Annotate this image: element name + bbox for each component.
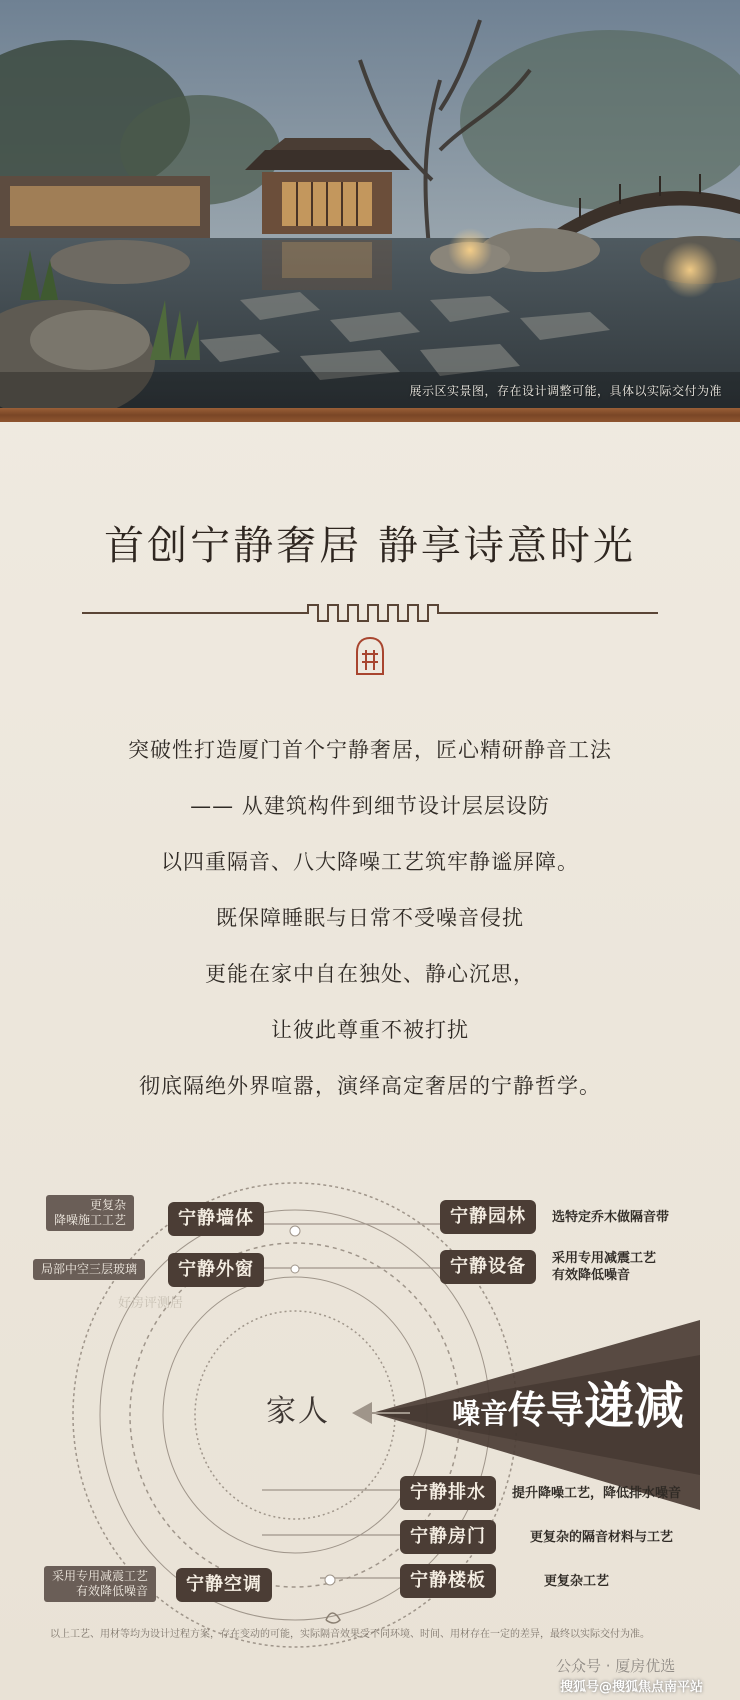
pill-ac: 宁静空调 xyxy=(176,1568,272,1602)
account-credit: 公众号 · 厦房优选 xyxy=(556,1657,676,1675)
wood-divider xyxy=(0,408,740,422)
center-label: 家人 xyxy=(266,1394,330,1429)
reduce-part-1: 噪音 xyxy=(452,1397,509,1430)
body-line-4: 既保障睡眠与日常不受噪音侵扰 xyxy=(216,906,524,930)
body-line-3: 以四重隔音、八大降噪工艺筑牢静谧屏障。 xyxy=(161,850,579,874)
desc-garden: 选特定乔木做隔音带 xyxy=(552,1210,670,1225)
noise-diagram xyxy=(0,1180,740,1700)
body-line-6: 让彼此尊重不被打扰 xyxy=(271,1018,469,1042)
reduce-part-2: 传导 xyxy=(508,1387,585,1432)
pill-wall: 宁静墙体 xyxy=(168,1202,264,1236)
pill-equipment: 宁静设备 xyxy=(440,1250,536,1284)
note-ac xyxy=(44,1566,156,1602)
hero-photo xyxy=(0,0,740,418)
pill-floor: 宁静楼板 xyxy=(400,1564,496,1598)
hero-caption: 展示区实景图，存在设计调整可能，具体以实际交付为准 xyxy=(409,384,722,398)
desc-door: 更复杂的隔音材料与工艺 xyxy=(530,1530,674,1545)
desc-equipment-line-1: 采用专用减震工艺 xyxy=(552,1251,657,1266)
headline: 首创宁静奢居 静享诗意时光 xyxy=(104,523,636,569)
body-line-5: 更能在家中自在独处、静心沉思， xyxy=(205,962,535,986)
divider-right xyxy=(442,612,658,614)
pill-door: 宁静房门 xyxy=(400,1520,496,1554)
pill-garden: 宁静园林 xyxy=(440,1200,536,1234)
hero-scene xyxy=(0,0,740,418)
seal-logo-icon xyxy=(355,636,385,676)
note-window: 局部中空三层玻璃 xyxy=(33,1259,145,1280)
pill-drainage: 宁静排水 xyxy=(400,1476,496,1510)
note-wall xyxy=(46,1195,134,1231)
disclaimer: 以上工艺、用材等均为设计过程方案，存在变动的可能，实际隔音效果受不同环境、时间、用材存在一定的差异，最终以实际交付为准。 xyxy=(50,1629,650,1640)
note-ac-line-2: 有效降低噪音 xyxy=(76,1584,149,1598)
desc-equipment-line-2: 有效降低噪音 xyxy=(552,1268,631,1283)
intro-body xyxy=(0,722,740,1114)
note-wall-line-1: 更复杂 xyxy=(90,1198,127,1212)
desc-drainage: 提升降噪工艺，降低排水噪音 xyxy=(512,1486,682,1501)
noise-reduce-label xyxy=(452,1366,684,1438)
desc-floor: 更复杂工艺 xyxy=(544,1574,610,1589)
desc-equipment xyxy=(552,1250,656,1284)
watermark-text: 好房评测居 xyxy=(118,1296,184,1311)
note-ac-line-1: 采用专用减震工艺 xyxy=(52,1569,149,1583)
note-wall-line-2: 降噪施工工艺 xyxy=(54,1213,127,1227)
body-line-2: —— 从建筑构件到细节设计层层设防 xyxy=(190,794,550,818)
site-credit: 搜狐号@搜狐焦点南平站 xyxy=(560,1680,704,1695)
divider-left xyxy=(82,612,298,614)
fret-ornament-icon xyxy=(296,600,444,626)
body-line-7: 彻底隔绝外界喧嚣，演绎高定奢居的宁静哲学。 xyxy=(139,1074,601,1098)
body-line-1: 突破性打造厦门首个宁静奢居，匠心精研静音工法 xyxy=(128,738,612,762)
pill-window: 宁静外窗 xyxy=(168,1253,264,1287)
reduce-part-3: 递减 xyxy=(584,1376,685,1435)
